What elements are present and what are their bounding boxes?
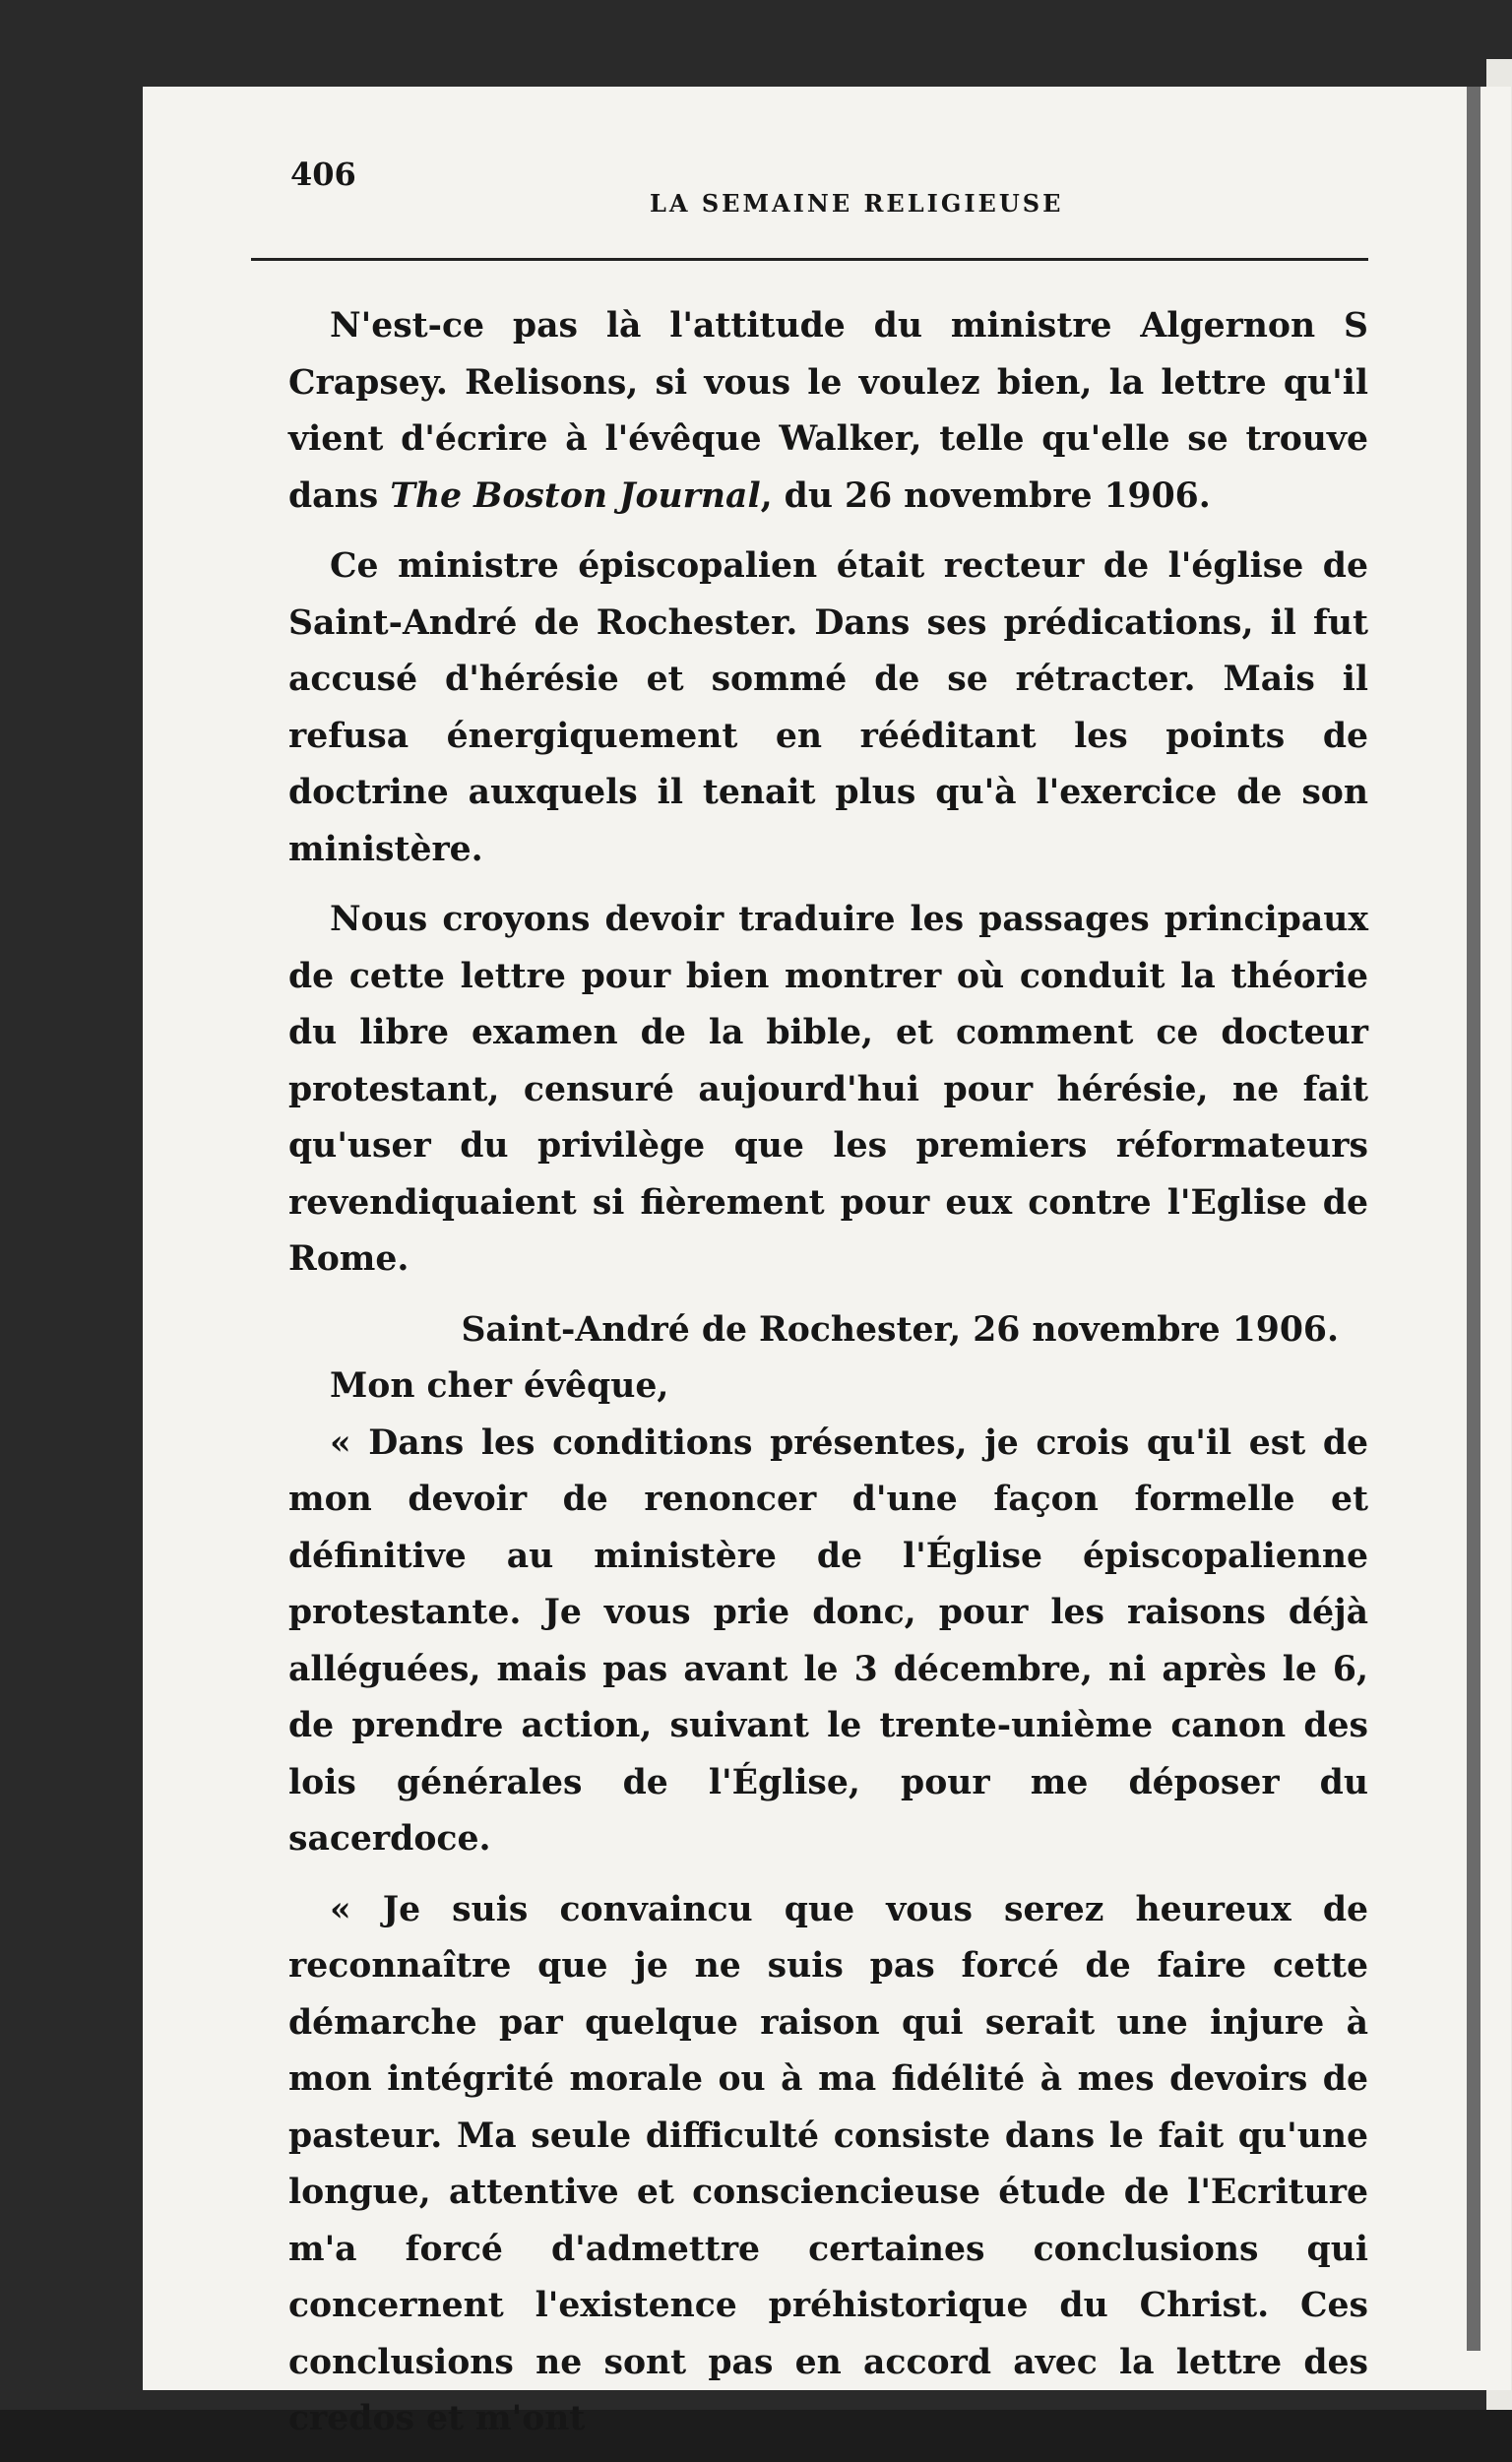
letter-paragraph-2: « Je suis convaincu que vous serez heureux de reconnaître que je ne suis pas forcé de faire cette démarche par quelque raison qui serait une injure à mon intégrité morale ou à ma fidélité à mes devoirs de pasteur. Ma seule difficulté consiste dans le fait qu'une longue, attentive et consciencieuse étude de l'Ecriture m'a forcé d'admettre certaines conclusions qui concernent l'existence préhistorique du Christ. Ces conclusions ne sont pas en accord avec la lettre des credos et m'ont xyxy=(288,1889,1368,2438)
page-header xyxy=(251,148,1368,261)
paragraph-1 xyxy=(288,298,1368,525)
paragraph-3: Nous croyons devoir traduire les passages principaux de cette lettre pour bien montrer où conduit la théorie du libre examen de la bible, et comment ce docteur protestant, censuré aujourd'hui pour hérésie, ne fait qu'user du privilège que les premiers réformateurs revendiquaient si fièrement pour eux contre l'Eglise de Rome. xyxy=(288,900,1368,1279)
paragraph-1-end: , du 26 novembre 1906. xyxy=(760,475,1211,516)
paragraph-2: Ce ministre épiscopalien était recteur de l'église de Saint-André de Rochester. Dans ses prédications, il fut accusé d'hérésie et sommé de se rétracter. Mais il refusa énergiquement en rééditant les points de doctrine auxquels il tenait plus qu'à l'exercice de son ministère. xyxy=(288,546,1368,869)
page-number: 406 xyxy=(290,156,356,193)
running-head: LA SEMAINE RELIGIEUSE xyxy=(650,189,1064,218)
journal-title: The Boston Journal xyxy=(390,475,761,516)
page-content xyxy=(251,148,1368,2462)
letter-dateline: Saint-André de Rochester, 26 novembre 1906. xyxy=(461,1309,1339,1350)
page-gutter xyxy=(1467,87,1480,2351)
paragraph-1-text: N'est-ce pas là l'attitude du ministre Algernon S Crapsey. Relisons, si vous le voulez bien, la lettre qu'il vient d'écrire à l'évêque Walker, telle qu'elle se trouve dans xyxy=(288,306,1368,516)
body-text xyxy=(251,261,1368,2448)
letter-salutation: Mon cher évêque, xyxy=(330,1366,669,1406)
letter-paragraph-1: « Dans les conditions présentes, je crois qu'il est de mon devoir de renoncer d'une façon formelle et définitive au ministère de l'Église épiscopalienne protestante. Je vous prie donc, pour les raisons déjà alléguées, mais pas avant le 3 décembre, ni après le 6, de prendre action, suivant le trente-unième canon des lois générales de l'Église, pour me déposer du sacerdoce. xyxy=(288,1422,1368,1859)
